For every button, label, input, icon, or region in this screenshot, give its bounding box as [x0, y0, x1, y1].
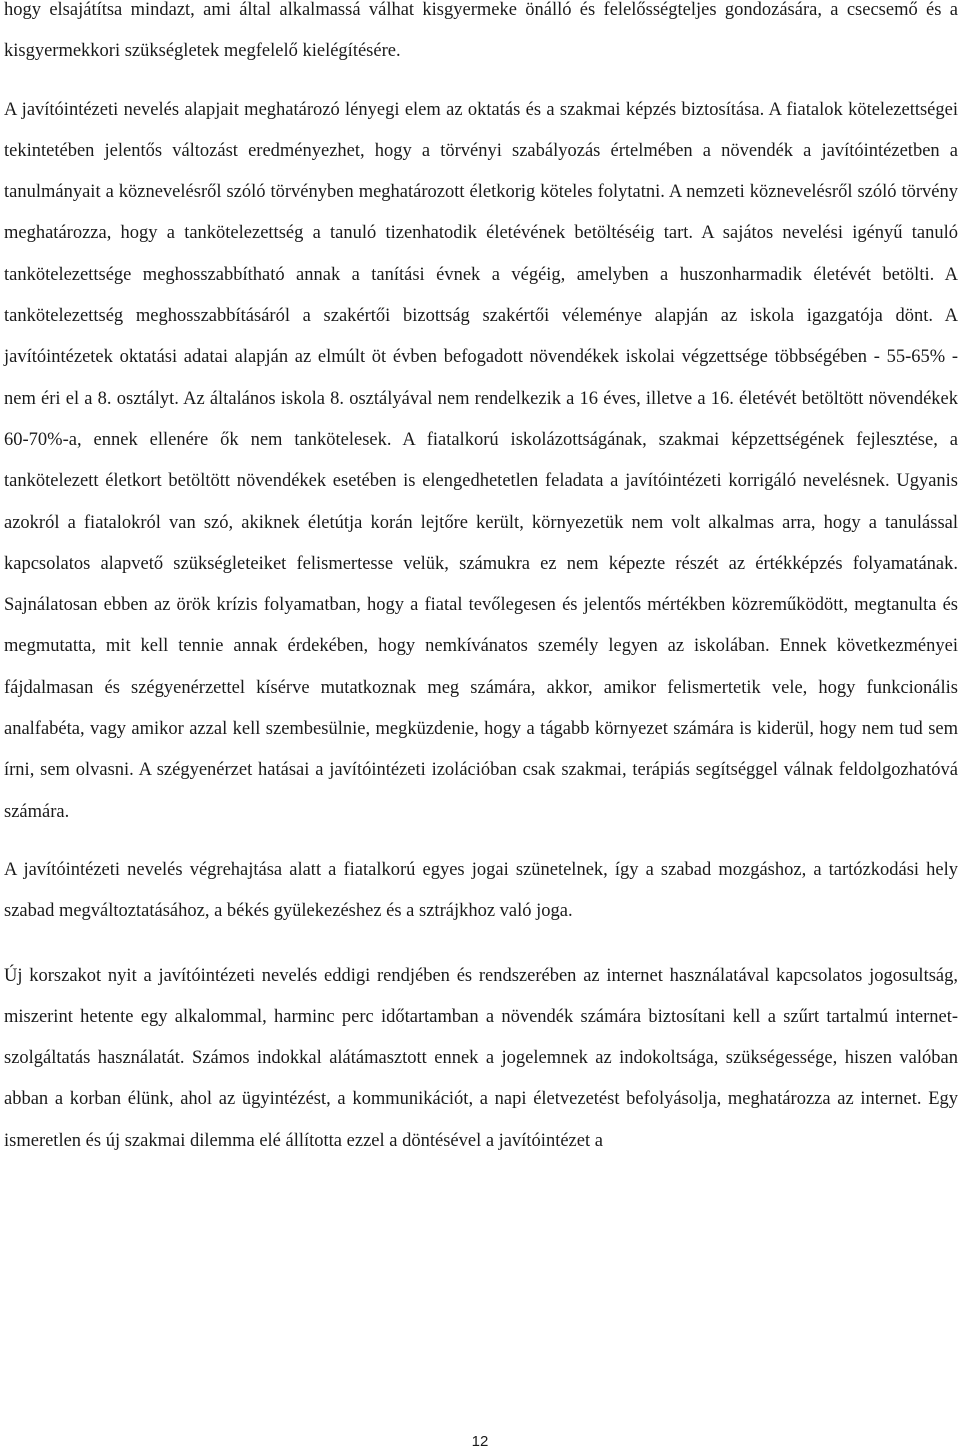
paragraph-internet-access: Új korszakot nyit a javítóintézeti nevelés eddigi rendjében és rendszerében az internet használatával kapcsolatos jogosultság, miszerint hetente egy alkalommal, harminc perc időtartamban a növendék számára biztosítani kell a szűrt tartalmú internet-szolgáltatás használatát. Számos indokkal alátámasztott ennek a jogelemnek az indokoltsága, szükségessége, hiszen valóban abban a korban élünk, ahol az ügyintézést, a kommunikációt, a napi életvezetést befolyásolja, meghatározza az internet. Egy ismeretlen és új szakmai dilemma elé állította ezzel a döntésével a javítóintézet a: [4, 965, 958, 1151]
paragraph-continuation: hogy elsajátítsa mindazt, ami által alkalmassá válhat kisgyermeke önálló és felelősségteljes gondozására, a csecsemő és a kisgyermekkori szükségletek megfelelő kielégítésére.: [4, 0, 958, 62]
paragraph-education: A javítóintézeti nevelés alapjait meghatározó lényegi elem az oktatás és a szakmai képzés biztosítása. A fiatalok kötelezettségei tekintetében jelentős változást eredményezhet, hogy a törvényi szabályozás értelmében a növendék a javítóintézetben a tanulmányait a köznevelésről szóló törvényben meghatározott életkorig köteles folytatni. A nemzeti köznevelésről szóló törvény meghatározza, hogy a tankötelezettség a tanuló tizenhatodik életévének betöltéséig tart. A sajátos nevelési igényű tanuló tankötelezettsége meghosszabbítható annak a tanítási évnek a végéig, amelyben a huszonharmadik életévét betölti. A tankötelezettség meghosszabbításáról a szakértői bizottság szakértői véleménye alapján az iskola igazgatója dönt. A javítóintézetek oktatási adatai alapján az elmúlt öt évben befogadott növendékek iskolai végzettsége többségében - 55-65% - nem éri el a 8. osztályt. Az általános iskola 8. osztályával nem rendelkezik a 16 éves, illetve a 16. életévét betöltött növendékek 60-70%-a, ennek ellenére ők nem tankötelesek. A fiatalkorú iskolázottságának, szakmai képzettségének fejlesztése, a tankötelezett életkort betöltött növendékek esetében is elengedhetetlen feladata a javítóintézeti korrigáló nevelésnek. Ugyanis azokról a fiatalokról van szó, akiknek életútja korán lejtőre került, környezetük nem volt alkalmas arra, hogy a tanulással kapcsolatos alapvető szükségleteiket felismertesse velük, számukra ez nem képezte részét az értékképzés folyamatának. Sajnálatosan ebben az örök krízis folyamatban, hogy a fiatal tevőlegesen és jelentős mértékben közreműködött, megtanulta és megmutatta, mit kell tennie annak érdekében, hogy nemkívánatos személy legyen az iskolában. Ennek következményei fájdalmasan és szégyenérzettel kísérve mutatkoznak meg számára, akkor, amikor felismertetik vele, hogy funkcionális analfabéta, vagy amikor azzal kell szembesülnie, megküzdenie, hogy a tágabb környezet számára is kiderül, hogy nem tud sem írni, sem olvasni. A szégyenérzet hatásai a javítóintézeti izolációban csak szakmai, terápiás segítséggel válnak feldolgozhatóvá számára.: [4, 99, 958, 822]
page-number: 12: [471, 1433, 489, 1450]
paragraph-suspended-rights: A javítóintézeti nevelés végrehajtása alatt a fiatalkorú egyes jogai szünetelnek, így a szabad mozgáshoz, a tartózkodási hely szabad megváltoztatásához, a békés gyülekezéshez és a sztrájkhoz való joga.: [4, 859, 958, 922]
document-page: [4, 0, 958, 1162]
